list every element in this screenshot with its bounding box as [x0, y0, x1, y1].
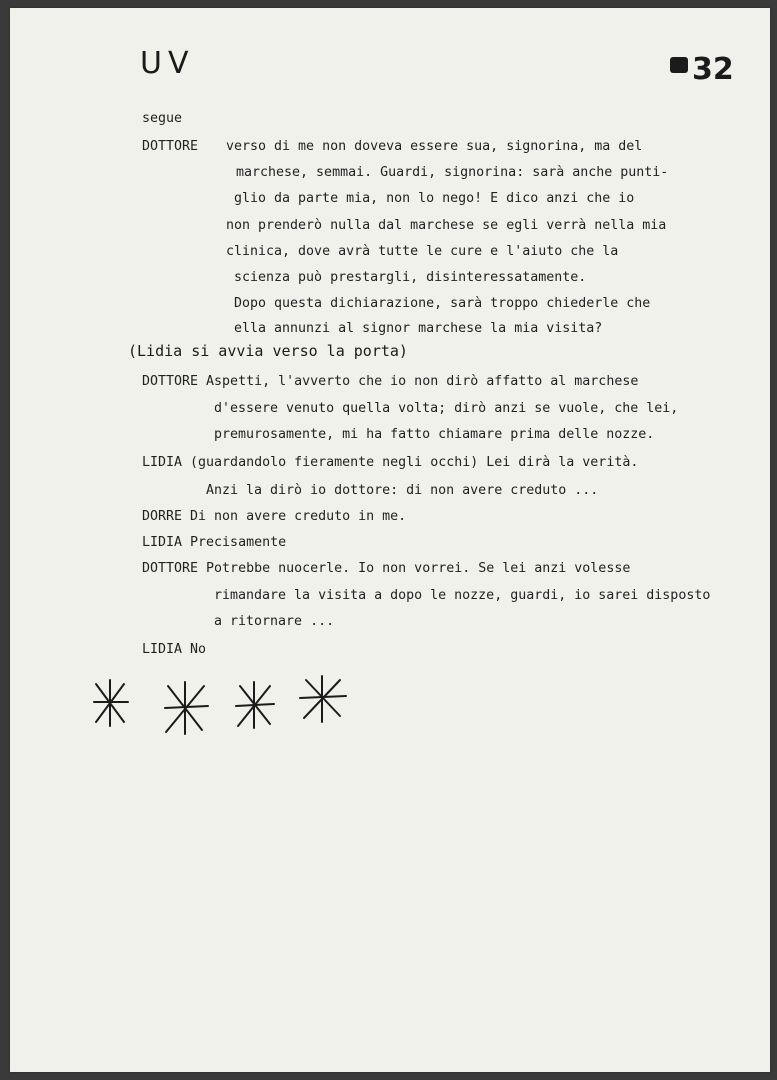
text-line: LIDIA (guardandolo fieramente negli occhi) Lei dirà la verità.: [142, 455, 639, 470]
text-line: ella annunzi al signor marchese la mia visita?: [234, 321, 603, 336]
asterisk-icon: [165, 682, 208, 734]
asterisk-icon: [300, 676, 346, 722]
handwritten-code-mark: UV: [140, 46, 195, 81]
page-number-value: 32: [692, 52, 734, 87]
text-line: marchese, semmai. Guardi, signorina: sarà anche punti-: [236, 165, 669, 180]
handwritten-page-number: [670, 52, 734, 87]
text-line: clinica, dove avrà tutte le cure e l'aiuto che la: [226, 244, 619, 259]
stage-direction: (Lidia si avvia verso la porta): [128, 342, 408, 360]
document-page: [10, 8, 770, 1072]
text-line: Anzi la dirò io dottore: di non avere creduto ...: [206, 483, 599, 498]
text-line: Dopo questa dichiarazione, sarà troppo chiederle che: [234, 296, 651, 311]
asterisk-icon: [94, 680, 128, 726]
text-line: DORRE Di non avere creduto in me.: [142, 509, 407, 524]
text-line: DOTTORE Aspetti, l'avverto che io non dirò affatto al marchese: [142, 374, 639, 389]
scribble-mark-icon: [670, 57, 688, 73]
text-line: a ritornare ...: [214, 614, 335, 629]
text-line: premurosamente, mi ha fatto chiamare prima delle nozze.: [214, 427, 655, 442]
text-line: non prenderò nulla dal marchese se egli verrà nella mia: [226, 218, 667, 233]
text-line: glio da parte mia, non lo nego! E dico anzi che io: [234, 191, 635, 206]
asterisk-icon: [236, 682, 274, 728]
speaker-dottore: DOTTORE: [142, 139, 199, 154]
text-line: verso di me non doveva essere sua, signorina, ma del: [226, 139, 643, 154]
segue-line: segue: [142, 111, 183, 126]
text-line: rimandare la visita a dopo le nozze, guardi, io sarei disposto: [214, 588, 711, 603]
text-line: d'essere venuto quella volta; dirò anzi se vuole, che lei,: [214, 401, 679, 416]
text-line: DOTTORE Potrebbe nuocerle. Io non vorrei. Se lei anzi volesse: [142, 561, 631, 576]
handwritten-asterisks: [90, 672, 350, 742]
text-line: LIDIA Precisamente: [142, 535, 287, 550]
text-line: scienza può prestargli, disinteressatamente.: [234, 270, 587, 285]
text-line: LIDIA No: [142, 642, 207, 657]
